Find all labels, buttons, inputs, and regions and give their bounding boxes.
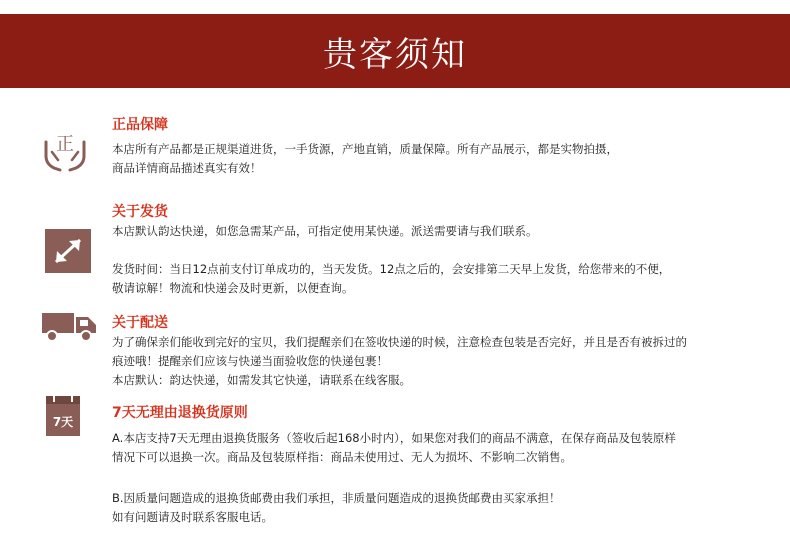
text-line: B.因质量问题造成的退换货邮费由我们承担，非质量问题造成的退换货邮费由买家承担！ [112, 491, 561, 505]
text-line: 情况下可以退换一次。商品及包装原样指：商品未使用过、无人为损坏、不影响二次销售。 [112, 450, 572, 464]
seven-day-calendar-icon [46, 396, 82, 438]
text-line: 为了确保亲们能收到完好的宝贝，我们提醒亲们在签收快递的时候，注意检查包装是否完好，并且是否有被拆过的 [112, 335, 687, 349]
section-title-delivery: 关于配送 [112, 315, 168, 331]
page-title: 贵客须知 [323, 34, 467, 75]
text-line: 本店所有产品都是正规渠道进货，一手货源，产地直销，质量保障。所有产品展示，都是实物拍摄， [112, 142, 618, 156]
delivery-truck-icon [42, 313, 98, 343]
svg-text:正: 正 [56, 134, 74, 155]
text-line: 痕迹哦！提醒亲们应该与快递当面验收您的快递包裹！ [112, 354, 388, 368]
section-title-returns: 7天无理由退换货原则 [112, 405, 248, 421]
text-line: 本店默认韵达快递，如您急需某产品，可指定使用某快递。派送需要请与我们联系。 [112, 224, 538, 238]
text-line: 本店默认：韵达快递，如需发其它快递，请联系在线客服。 [112, 373, 411, 387]
section-title-genuine: 正品保障 [112, 117, 168, 133]
text-line: 商品详情商品描述真实有效！ [112, 161, 262, 175]
text-line: 敬请谅解！物流和快递会及时更新，以便查询。 [112, 281, 354, 295]
text-line: A.本店支持7天无理由退换货服务（签收后起168小时内），如果您对我们的商品不满意，在保存商品及包装原样 [112, 431, 676, 445]
section-text-delivery [112, 333, 782, 390]
svg-text:7天: 7天 [52, 415, 74, 429]
hands-zheng-icon [40, 126, 90, 172]
text-line: 如有问题请及时联系客服电话。 [112, 510, 273, 524]
section-text-returns [112, 429, 782, 527]
section-text-shipping [112, 222, 782, 298]
text-line: 发货时间：当日12点前支付订单成功的，当天发货。12点之后的，会安排第二天早上发货，给您带来的不便， [112, 262, 671, 276]
resize-arrow-icon [45, 229, 91, 273]
header-banner [0, 14, 790, 88]
section-title-shipping: 关于发货 [112, 204, 168, 220]
section-text-genuine [112, 140, 782, 178]
